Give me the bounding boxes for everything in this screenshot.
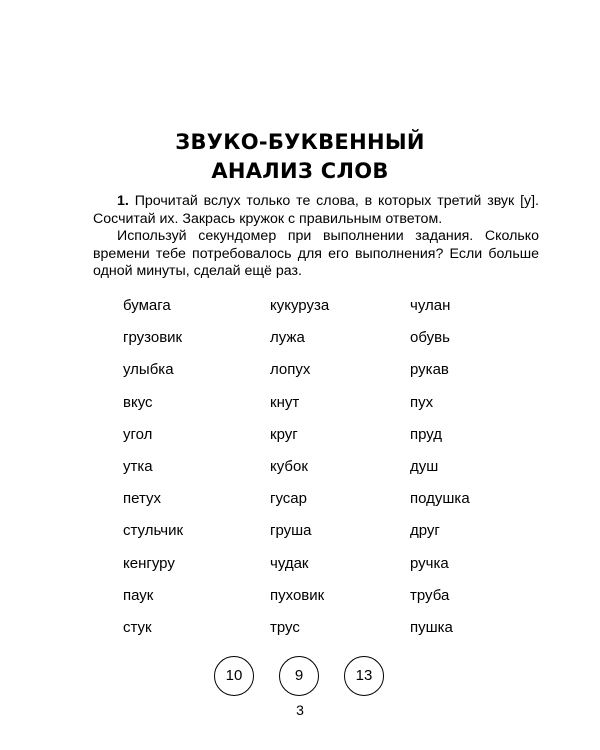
task-paragraph-2: Используй секундомер при выполнении задания. Сколько времени тебе потребовалось для его выполнения? Если больше одной минуты, сделай ещё раз. bbox=[93, 228, 539, 280]
word-item: кенгуру bbox=[123, 554, 175, 572]
task-instructions bbox=[93, 193, 539, 281]
word-item: кубок bbox=[270, 457, 308, 475]
answer-circle-10[interactable]: 10 bbox=[214, 656, 254, 696]
word-item: гусар bbox=[270, 490, 307, 508]
word-column-1 bbox=[123, 296, 273, 650]
word-item: петух bbox=[123, 490, 162, 508]
task-text-1: Прочитай вслух только те слова, в которых третий звук [у]. Сосчитай их. Закрась кружок с правильным ответом. bbox=[93, 193, 539, 227]
word-item: чудак bbox=[270, 554, 309, 572]
answer-options bbox=[0, 656, 600, 696]
word-item: труба bbox=[410, 586, 450, 604]
word-item: круг bbox=[270, 425, 298, 443]
word-item: стук bbox=[123, 618, 152, 636]
word-item: кукуруза bbox=[270, 297, 330, 314]
word-item: утка bbox=[123, 457, 153, 475]
word-item: бумага bbox=[123, 297, 171, 314]
word-item: пушка bbox=[410, 618, 453, 636]
word-item: трус bbox=[270, 618, 300, 636]
word-column-2 bbox=[270, 296, 420, 650]
title-line-1: ЗВУКО-БУКВЕННЫЙ bbox=[175, 130, 425, 154]
word-item: чулан bbox=[410, 297, 451, 314]
word-item: стульчик bbox=[123, 522, 184, 540]
word-item: грузовик bbox=[123, 329, 183, 347]
word-item: друг bbox=[410, 522, 440, 540]
word-item: вкус bbox=[123, 393, 153, 411]
word-item: душ bbox=[410, 457, 439, 475]
word-item: угол bbox=[123, 425, 153, 443]
answer-circle-13[interactable]: 13 bbox=[344, 656, 384, 696]
word-item: обувь bbox=[410, 329, 450, 347]
task-number: 1. bbox=[117, 193, 129, 209]
word-item: пух bbox=[410, 393, 434, 411]
word-column-3 bbox=[410, 296, 560, 650]
word-item: пруд bbox=[410, 425, 443, 443]
answer-circle-9[interactable]: 9 bbox=[279, 656, 319, 696]
word-item: кнут bbox=[270, 393, 300, 411]
word-item: ручка bbox=[410, 554, 449, 572]
word-item: лужа bbox=[270, 329, 305, 347]
task-paragraph-1 bbox=[93, 193, 539, 228]
page-number: 3 bbox=[296, 702, 304, 718]
page-title bbox=[0, 128, 600, 186]
word-item: лопух bbox=[270, 361, 311, 379]
title-line-2: АНАЛИЗ СЛОВ bbox=[211, 159, 389, 183]
word-item: подушка bbox=[410, 490, 470, 508]
word-item: груша bbox=[270, 522, 312, 540]
word-item: рукав bbox=[410, 361, 449, 379]
word-item: улыбка bbox=[123, 361, 174, 379]
word-item: паук bbox=[123, 586, 154, 604]
word-item: пуховик bbox=[270, 586, 325, 604]
